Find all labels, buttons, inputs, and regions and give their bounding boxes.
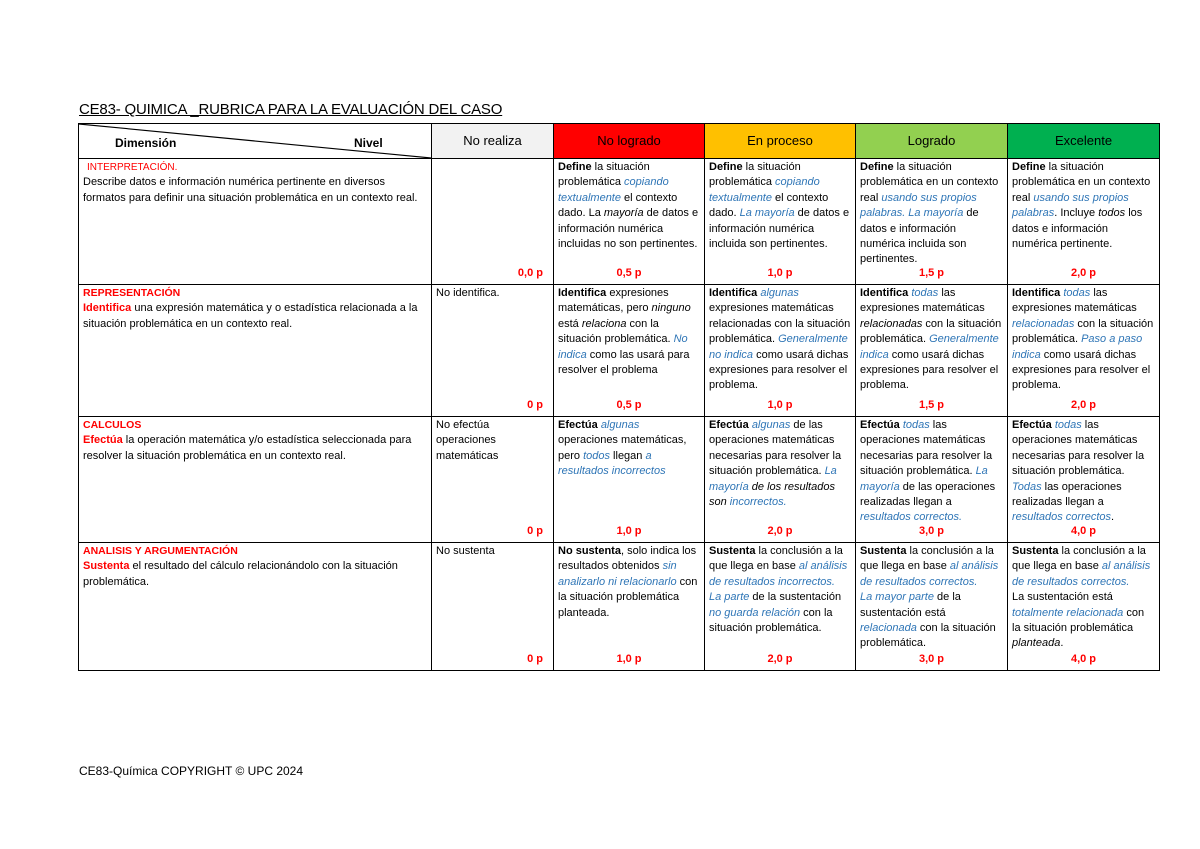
score-label: 0 p (527, 524, 543, 537)
criterion-description: Sustenta el resultado del cálculo relacionándolo con la situación problemática. (83, 560, 398, 588)
score-label: 1,5 p (918, 266, 945, 279)
header-dimension-label: Dimensión (115, 136, 177, 150)
score-label: 2,0 p (767, 524, 793, 537)
score-label: 0 p (527, 652, 543, 665)
criterion-description: Identifica una expresión matemática y o estadística relacionada a la situación problemática en un contexto real. (83, 302, 418, 330)
cell-no-realiza: No identifica. 0 p (432, 285, 554, 417)
criterion-cell (79, 285, 432, 417)
cell-no-logrado: Identifica expresiones matemáticas, pero ninguno está relaciona con la situación problemática. No indica como las usará para resolver el problema 0,5 p (554, 285, 705, 417)
score-label: 0 p (527, 398, 543, 411)
cell-en-proceso: Efectúa algunas de las operaciones matemáticas necesarias para resolver la situación problemática. La mayoría de los resultados son incorrectos. 2,0 p (705, 417, 856, 543)
cell-excelente: Identifica todas las expresiones matemáticas relacionadas con la situación problemática. Paso a paso indica como usará dichas expresiones para resolver el problema. 2,0 p (1008, 285, 1160, 417)
criterion-description: Describe datos e información numérica pertinente en diversos formatos para definir una situación problemática en un contexto real. (83, 176, 418, 204)
footer-copyright: CE83-Química COPYRIGHT © UPC 2024 (79, 764, 304, 778)
criterion-title: INTERPRETACIÓN. (87, 162, 178, 173)
score-label: 1,0 p (767, 266, 793, 279)
table-row (79, 543, 1160, 671)
cell-no-realiza (432, 159, 554, 285)
page-title: CE83- QUIMICA _RUBRICA PARA LA EVALUACIÓN DEL CASO (79, 101, 503, 118)
score-label: 4,0 p (1070, 652, 1097, 665)
table-row (79, 417, 1160, 543)
cell-excelente: Define la situación problemática en un contexto real usando sus propios palabras. Incluye todos los datos e información numérica pertinente. 2,0 p (1008, 159, 1160, 285)
header-dimension-nivel-cell (79, 124, 432, 159)
header-row (79, 124, 1160, 159)
score-label: 4,0 p (1070, 524, 1097, 537)
cell-no-logrado: No sustenta, solo indica los resultados obtenidos sin analizarlo ni relacionarlo con la situación problemática planteada. 1,0 p (554, 543, 705, 671)
criterion-cell (79, 543, 432, 671)
criterion-description: Efectúa la operación matemática y/o estadística seleccionada para resolver la situación problemática en un contexto real. (83, 434, 412, 462)
header-logrado: Logrado (856, 124, 1008, 159)
score-label: 3,0 p (918, 524, 945, 537)
table-row (79, 159, 1160, 285)
header-no-realiza: No realiza (432, 124, 554, 159)
score-label: 2,0 p (1070, 266, 1097, 279)
cell-no-logrado: Efectúa algunas operaciones matemáticas, pero todos llegan a resultados incorrectos 1,0 p (554, 417, 705, 543)
score-label: 2,0 p (767, 652, 793, 665)
cell-en-proceso: Sustenta la conclusión a la que llega en base al análisis de resultados incorrectos. La parte de la sustentación no guarda relación con la situación problemática. 2,0 p (705, 543, 856, 671)
cell-en-proceso: Identifica algunas expresiones matemáticas relacionadas con la situación problemática. Generalmente no indica como usará dichas expresiones para resolver el problema. 1,0 p (705, 285, 856, 417)
header-excelente: Excelente (1008, 124, 1160, 159)
cell-no-realiza: No sustenta 0 p (432, 543, 554, 671)
score-label: 0,0 p (517, 266, 543, 279)
cell-logrado: Efectúa todas las operaciones matemáticas necesarias para resolver la situación problemática. La mayoría de las operaciones realizadas llegan a resultados correctos. 3,0 p (856, 417, 1008, 543)
header-no-logrado: No logrado (554, 124, 705, 159)
criterion-title: ANALISIS Y ARGUMENTACIÓN (83, 545, 238, 557)
score-label: 0,5 p (616, 266, 642, 279)
cell-excelente: Efectúa todas las operaciones matemáticas necesarias para resolver la situación problemática. Todas las operaciones realizadas llegan a resultados correctos. 4,0 p (1008, 417, 1160, 543)
score-label: 1,0 p (616, 652, 642, 665)
cell-logrado: Define la situación problemática en un contexto real usando sus propios palabras. La mayoría de datos e información numérica incluida son pertinentes. 1,5 p (856, 159, 1008, 285)
score-label: 1,0 p (767, 398, 793, 411)
criterion-cell (79, 159, 432, 285)
criterion-cell (79, 417, 432, 543)
cell-en-proceso: Define la situación problemática copiando textualmente el contexto dado. La mayoría de datos e información numérica incluida son pertinentes. 1,0 p (705, 159, 856, 285)
criterion-title: REPRESENTACIÓN (83, 287, 181, 299)
criterion-title: CALCULOS (83, 419, 142, 431)
cell-no-logrado: Define la situación problemática copiando textualmente el contexto dado. La mayoría de datos e información numérica incluidas no son pertinentes. 0,5 p (554, 159, 705, 285)
score-label: 2,0 p (1070, 398, 1097, 411)
table-row (79, 285, 1160, 417)
score-label: 0,5 p (616, 398, 642, 411)
cell-excelente: Sustenta la conclusión a la que llega en base al análisis de resultados correctos. La sustentación está totalmente relacionada con la situación problemática planteada. 4,0 p (1008, 543, 1160, 671)
cell-logrado: Identifica todas las expresiones matemáticas relacionadas con la situación problemática. Generalmente indica como usará dichas expresiones para resolver el problema. 1,5 p (856, 285, 1008, 417)
rubric-table (78, 123, 1160, 671)
score-label: 3,0 p (918, 652, 945, 665)
cell-logrado: Sustenta la conclusión a la que llega en base al análisis de resultados correctos. La mayor parte de la sustentación está relacionada con la situación problemática. 3,0 p (856, 543, 1008, 671)
score-label: 1,5 p (918, 398, 945, 411)
score-label: 1,0 p (616, 524, 642, 537)
cell-no-realiza: No efectúa operaciones matemáticas 0 p (432, 417, 554, 543)
header-en-proceso: En proceso (705, 124, 856, 159)
header-nivel-label: Nivel (354, 136, 383, 150)
